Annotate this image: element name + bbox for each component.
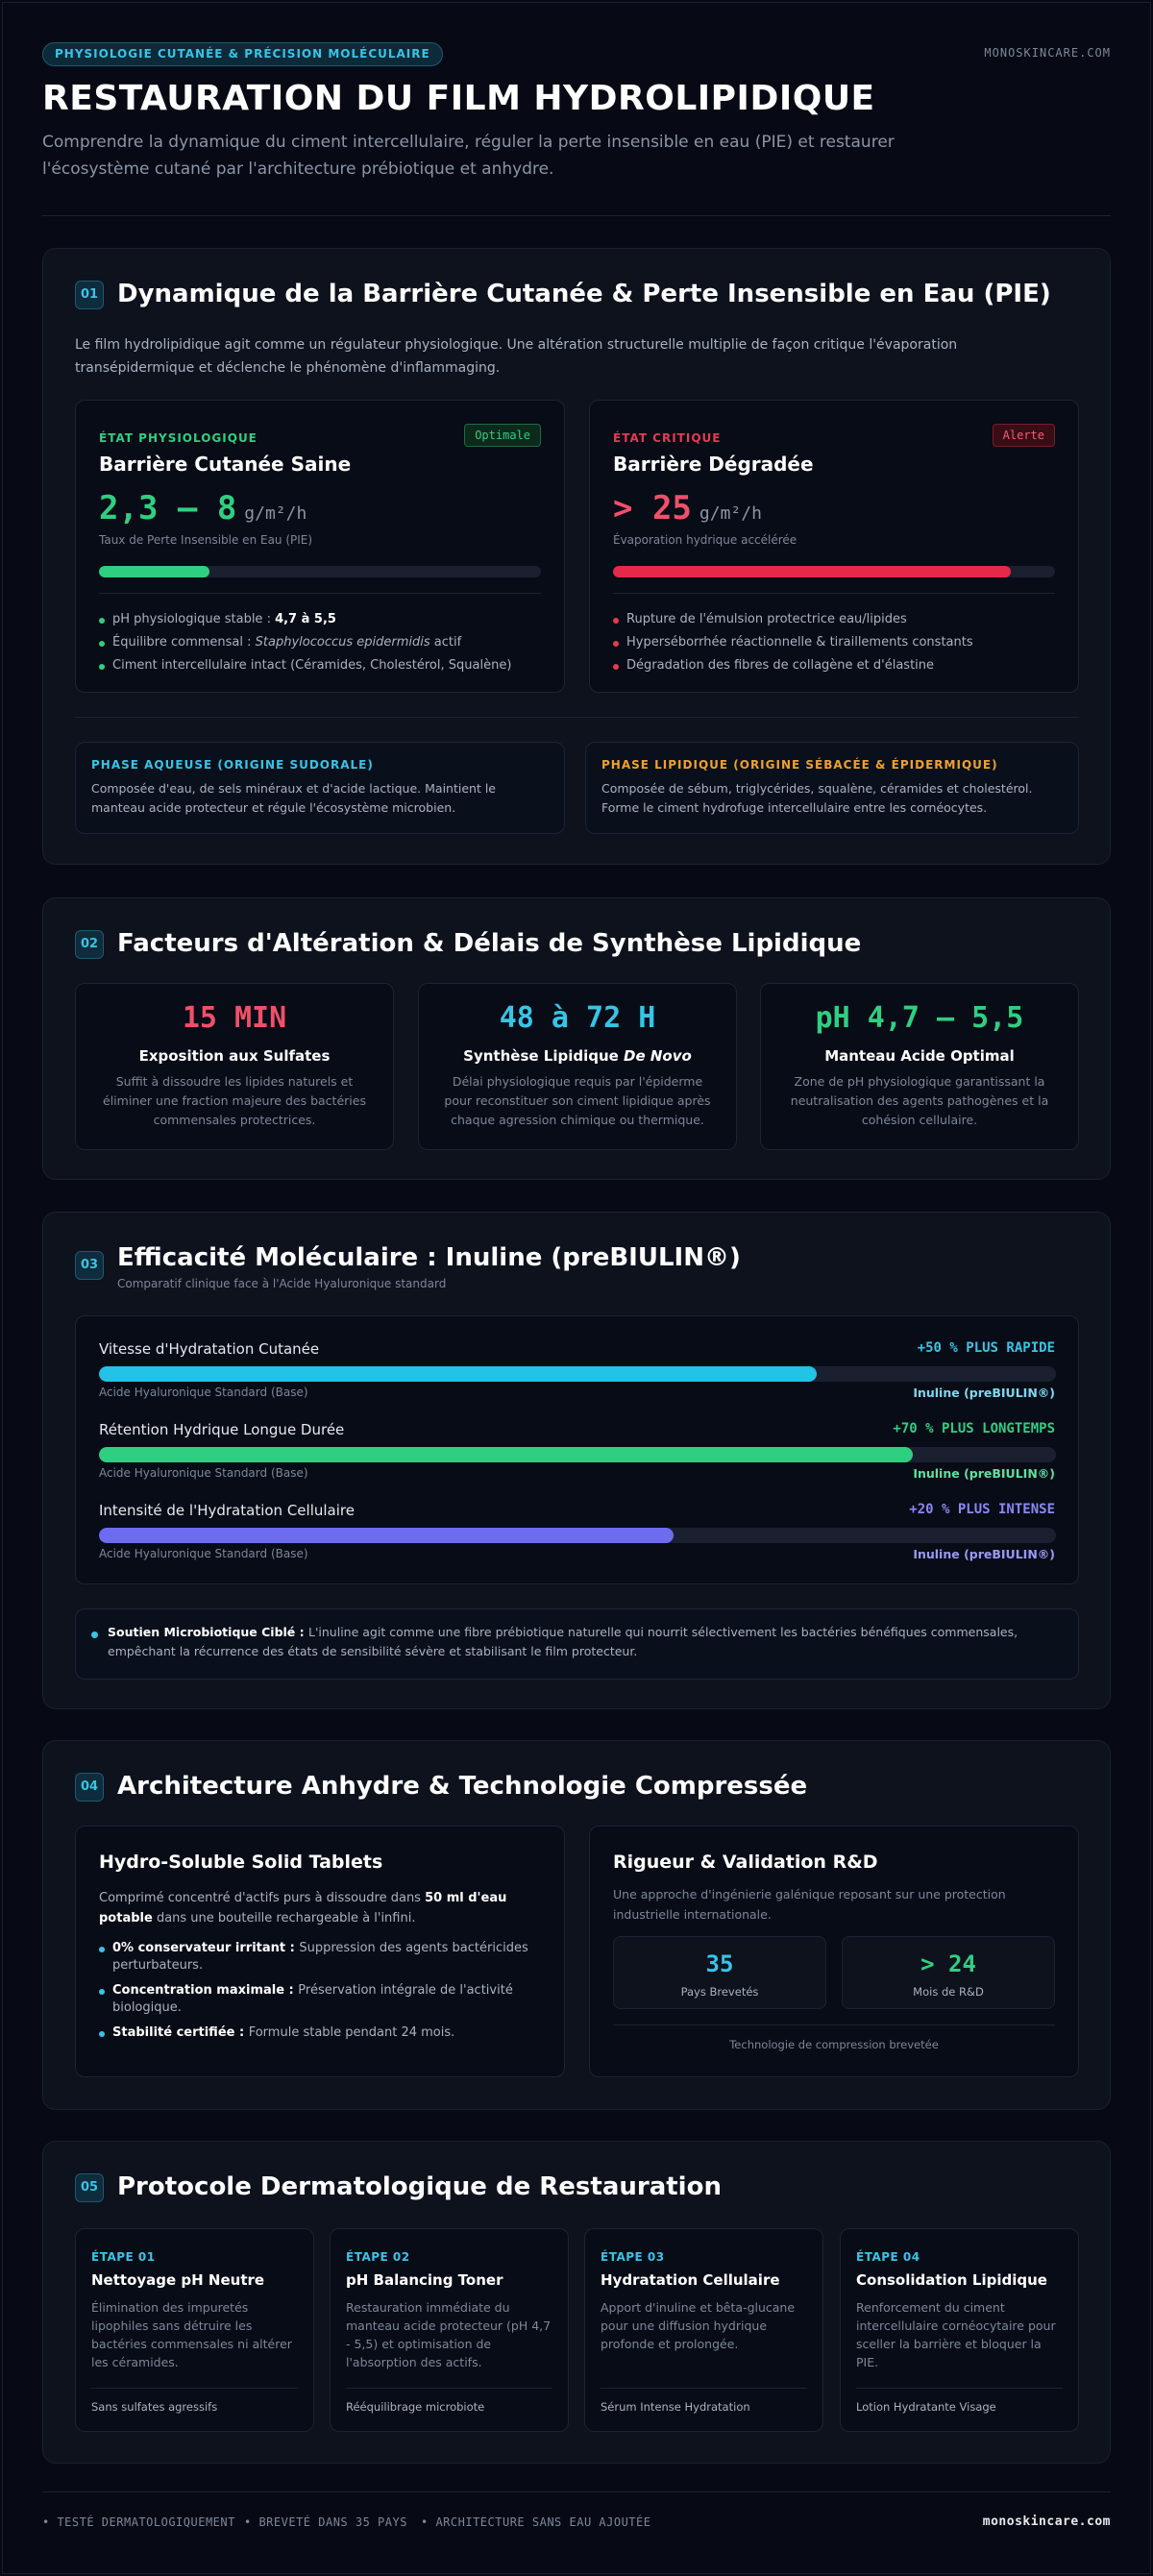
stat-value: 48 à 72 H — [499, 1001, 656, 1035]
card-title: Rigueur & Validation R&D — [613, 1852, 878, 1873]
metric-bar-fill — [99, 1366, 817, 1382]
phase-title: PHASE LIPIDIQUE (ORIGINE SÉBACÉE & ÉPIDERMIQUE) — [601, 758, 998, 772]
section-title: Architecture Anhydre & Technologie Compressée — [117, 1772, 808, 1801]
metric-gain: +20 % PLUS INTENSE — [909, 1502, 1055, 1517]
step-title: Nettoyage pH Neutre — [91, 2271, 265, 2289]
card-title: Hydro-Soluble Solid Tablets — [99, 1852, 383, 1873]
pie-caption: Taux de Perte Insensible en Eau (PIE) — [99, 533, 313, 547]
card-footer: Technologie de compression brevetée — [729, 2038, 939, 2051]
inuline-label: Inuline (preBIULIN®) — [913, 1466, 1055, 1481]
state-title: Barrière Dégradée — [613, 453, 814, 476]
section-anhydrous-architecture — [42, 1740, 1111, 2110]
footer-claim: • BREVETÉ DANS 35 PAYS — [244, 2515, 407, 2529]
section-title: Dynamique de la Barrière Cutanée & Perte Insensible en Eau (PIE) — [117, 280, 1051, 308]
header-divider — [42, 215, 1111, 216]
step-title: Hydratation Cellulaire — [601, 2271, 780, 2289]
step-number: ÉTAPE 02 — [346, 2250, 410, 2264]
section-restoration-protocol — [42, 2141, 1111, 2464]
alert-badge: Alerte — [993, 424, 1055, 447]
baseline-label: Acide Hyaluronique Standard (Base) — [99, 1547, 308, 1560]
note-text: Soutien Microbiotique Ciblé : L'inuline agit comme une fibre prébiotique naturelle qui nourrit sélectivement les bactéries bénéfiques commensales, empêchant la récurrence des états de sensibilité sévère et stabilisant le film protecteur. — [108, 1625, 1018, 1658]
step-description: Restauration immédiate du manteau acide protecteur (pH 4,7 - 5,5) et optimisation de l'absorption des actifs. — [346, 2300, 552, 2369]
step-product: Rééquilibrage microbiote — [346, 2400, 485, 2414]
aqueous-phase-card — [75, 742, 565, 834]
list-item: Dégradation des fibres de collagène et d'élastine — [613, 654, 973, 677]
solid-tablets-card — [75, 1826, 565, 2077]
card-divider — [613, 2024, 1055, 2025]
pie-bar-fill — [613, 566, 1011, 577]
list-item: Concentration maximale : Préservation intégrale de l'activité biologique. — [99, 1982, 541, 2017]
metric-bar — [99, 1528, 1056, 1543]
section-molecular-efficacy — [42, 1212, 1111, 1709]
pie-unit: g/m²/h — [699, 503, 762, 524]
healthy-barrier-card — [75, 400, 565, 693]
step-number: ÉTAPE 01 — [91, 2250, 156, 2264]
section-alteration-factors — [42, 897, 1111, 1180]
list-item: Ciment intercellulaire intact (Céramides, Cholestérol, Squalène) — [99, 654, 511, 677]
section-divider — [75, 717, 1079, 718]
card-divider — [346, 2388, 552, 2389]
lipid-phase-card — [585, 742, 1079, 834]
category-badge: PHYSIOLOGIE CUTANÉE & PRÉCISION MOLÉCULAIRE — [42, 42, 443, 66]
metric-label: Rétention Hydrique Longue Durée — [99, 1421, 345, 1438]
metric-label: Intensité de l'Hydratation Cellulaire — [99, 1502, 355, 1519]
microbiotic-note — [75, 1608, 1079, 1680]
healthy-bullet-list — [99, 608, 511, 677]
page-title: RESTAURATION DU FILM HYDROLIPIDIQUE — [42, 79, 875, 118]
inuline-label: Inuline (preBIULIN®) — [913, 1547, 1055, 1561]
metric-gain: +50 % PLUS RAPIDE — [917, 1340, 1055, 1356]
state-label: ÉTAT CRITIQUE — [613, 431, 722, 445]
protocol-step-3 — [584, 2228, 823, 2432]
step-number: ÉTAPE 04 — [856, 2250, 920, 2264]
bullet-dot-icon — [91, 1631, 98, 1638]
section-number: 01 — [75, 281, 104, 309]
protocol-step-1 — [75, 2228, 314, 2432]
metric-bar-fill — [99, 1447, 913, 1462]
stat-value: > 24 — [920, 1950, 976, 1977]
stat-description: Zone de pH physiologique garantissant la neutralisation des agents pathogènes et la cohésion cellulaire. — [790, 1074, 1049, 1127]
section-intro: Le film hydrolipidique agit comme un régulateur physiologique. Une altération structurelle multiplie de façon critique l'évaporation transépidermique et déclenche le phénomène d'inflammaging. — [75, 337, 958, 376]
stat-label: Synthèse Lipidique De Novo — [463, 1047, 692, 1065]
damaged-barrier-card — [589, 400, 1079, 693]
metric-gain: +70 % PLUS LONGTEMPS — [893, 1421, 1055, 1436]
step-description: Apport d'inuline et bêta-glucane pour une diffusion hydrique profonde et prolongée. — [601, 2300, 796, 2351]
stat-description: Délai physiologique requis par l'épiderme pour reconstituer son ciment lipidique après chaque agression chimique ou thermique. — [444, 1074, 711, 1127]
step-number: ÉTAPE 03 — [601, 2250, 665, 2264]
metric-bar — [99, 1366, 1056, 1382]
pie-value — [613, 489, 762, 527]
pie-bar-fill — [99, 566, 209, 577]
protocol-step-4 — [840, 2228, 1079, 2432]
damaged-bullet-list — [613, 608, 973, 677]
section-number: 03 — [75, 1251, 104, 1280]
card-text: Comprimé concentré d'actifs purs à dissoudre dans 50 ml d'eau potable dans une bouteille rechargeable à l'infini. — [99, 1891, 507, 1926]
step-product: Sans sulfates agressifs — [91, 2400, 218, 2414]
state-label: ÉTAT PHYSIOLOGIQUE — [99, 431, 258, 445]
list-item: pH physiologique stable : 4,7 à 5,5 — [99, 608, 511, 631]
pie-unit: g/m²/h — [244, 503, 307, 524]
phase-text: Composée d'eau, de sels minéraux et d'acide lactique. Maintient le manteau acide protecteur et régule l'écosystème microbien. — [91, 781, 496, 815]
card-divider — [856, 2388, 1063, 2389]
section-title: Facteurs d'Altération & Délais de Synthèse Lipidique — [117, 929, 862, 958]
protocol-step-2 — [330, 2228, 569, 2432]
pie-bar — [613, 566, 1055, 577]
stat-value: 15 MIN — [182, 1001, 287, 1035]
status-badge: Optimale — [464, 424, 541, 447]
list-item: Stabilité certifiée : Formule stable pendant 24 mois. — [99, 2024, 541, 2042]
stat-card-ph — [760, 983, 1079, 1150]
step-title: Consolidation Lipidique — [856, 2271, 1047, 2289]
pie-value-number: > 25 — [613, 489, 692, 527]
stat-value: 35 — [705, 1950, 734, 1977]
card-divider — [99, 593, 541, 594]
stat-label: Manteau Acide Optimal — [824, 1047, 1015, 1065]
footer-site-link[interactable]: monoskincare.com — [982, 2515, 1111, 2529]
step-product: Sérum Intense Hydratation — [601, 2400, 750, 2414]
baseline-label: Acide Hyaluronique Standard (Base) — [99, 1466, 308, 1480]
card-divider — [613, 593, 1055, 594]
step-description: Élimination des impuretés lipophiles sans détruire les bactéries commensales ni altérer les céramides. — [91, 2300, 292, 2369]
patent-countries-stat — [613, 1936, 826, 2009]
footer-claim: • ARCHITECTURE SANS EAU AJOUTÉE — [421, 2515, 651, 2529]
pie-value-number: 2,3 – 8 — [99, 489, 237, 527]
rd-validation-card — [589, 1826, 1079, 2077]
pie-bar — [99, 566, 541, 577]
phase-title: PHASE AQUEUSE (ORIGINE SUDORALE) — [91, 758, 374, 772]
section-title: Protocole Dermatologique de Restauration — [117, 2172, 722, 2201]
stat-card-synthesis — [418, 983, 737, 1150]
card-text: Une approche d'ingénierie galénique reposant sur une protection industrielle internationale. — [613, 1887, 1006, 1922]
inuline-label: Inuline (preBIULIN®) — [913, 1386, 1055, 1400]
stat-description: Suffit à dissoudre les lipides naturels et éliminer une fraction majeure des bactéries commensales protectrices. — [103, 1074, 366, 1127]
section-number: 05 — [75, 2173, 104, 2202]
metric-bar-fill — [99, 1528, 674, 1543]
stat-label: Mois de R&D — [913, 1985, 984, 1999]
card-divider — [91, 2388, 298, 2389]
step-title: pH Balancing Toner — [346, 2271, 503, 2289]
list-item: Équilibre commensal : Staphylococcus epidermidis actif — [99, 631, 511, 654]
page-subtitle: Comprendre la dynamique du ciment intercellulaire, réguler la perte insensible en eau (PIE) et restaurer l'écosystème cutané par l'architecture prébiotique et anhydre. — [42, 133, 895, 179]
efficacy-comparison-panel — [75, 1315, 1079, 1584]
section-title: Efficacité Moléculaire : Inuline (preBIULIN®) — [117, 1243, 741, 1272]
list-item: Rupture de l'émulsion protectrice eau/lipides — [613, 608, 973, 631]
section-number: 02 — [75, 930, 104, 959]
metric-bar — [99, 1447, 1056, 1462]
pie-caption: Évaporation hydrique accélérée — [613, 533, 797, 547]
section-subtitle: Comparatif clinique face à l'Acide Hyaluronique standard — [117, 1277, 447, 1290]
rd-months-stat — [842, 1936, 1055, 2009]
metric-label: Vitesse d'Hydratation Cutanée — [99, 1340, 320, 1358]
list-item: Hyperséborrhée réactionnelle & tiraillements constants — [613, 631, 973, 654]
list-item: 0% conservateur irritant : Suppression des agents bactéricides perturbateurs. — [99, 1940, 541, 1975]
card-divider — [601, 2388, 807, 2389]
baseline-label: Acide Hyaluronique Standard (Base) — [99, 1386, 308, 1399]
section-barrier-dynamics — [42, 248, 1111, 865]
pie-value — [99, 489, 307, 527]
phase-text: Composée de sébum, triglycérides, squalène, céramides et cholestérol. Forme le ciment hydrofuge intercellulaire entre les cornéocytes. — [601, 781, 1033, 815]
stat-value: pH 4,7 – 5,5 — [815, 1001, 1024, 1035]
section-number: 04 — [75, 1773, 104, 1802]
step-product: Lotion Hydratante Visage — [856, 2400, 996, 2414]
state-title: Barrière Cutanée Saine — [99, 453, 352, 476]
footer-divider — [42, 2491, 1111, 2492]
footer-claim: • TESTÉ DERMATOLOGIQUEMENT — [42, 2515, 235, 2529]
stat-label: Exposition aux Sulfates — [138, 1047, 331, 1065]
stat-card-sulfates — [75, 983, 394, 1150]
step-description: Renforcement du ciment intercellulaire cornéocytaire pour sceller la barrière et bloquer la PIE. — [856, 2300, 1056, 2369]
site-name[interactable]: MONOSKINCARE.COM — [984, 46, 1111, 60]
stat-label: Pays Brevetés — [680, 1985, 759, 1999]
